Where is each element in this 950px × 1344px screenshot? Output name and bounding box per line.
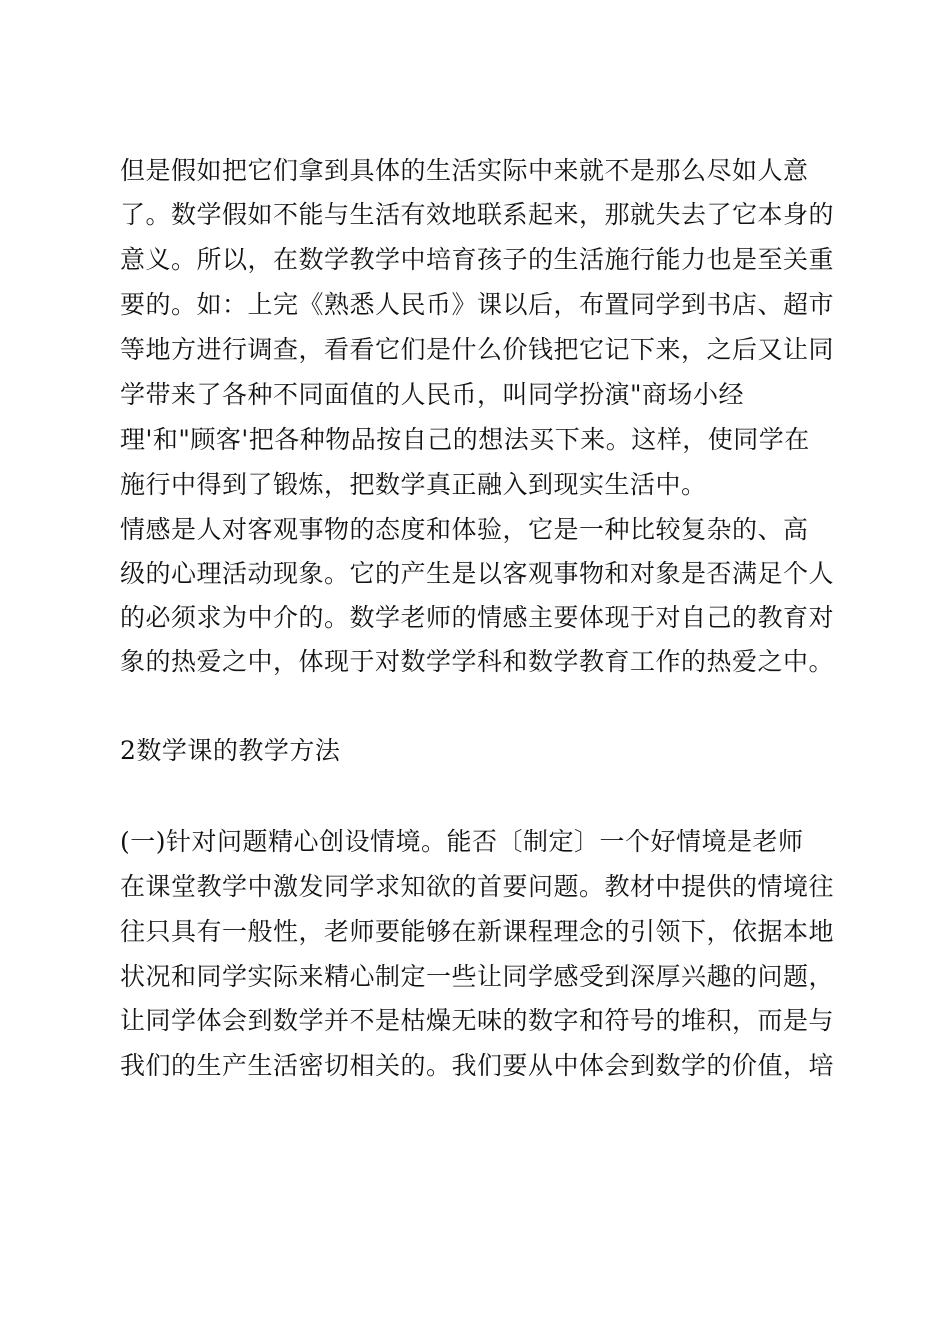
- text-line: 施行中得到了锻炼，把数学真正融入到现实生活中。: [120, 470, 707, 499]
- text-line: 级的心理活动现象。它的产生是以客观事物和对象是否满足个人: [120, 559, 835, 588]
- text-line: 的必须求为中介的。数学老师的情感主要体现于对自己的教育对: [120, 603, 835, 632]
- text-line: 让同学体会到数学并不是枯燥无味的数字和符号的堆积，而是与: [120, 1006, 835, 1035]
- text-line: 情感是人对客观事物的态度和体验，它是一种比较复杂的、高: [120, 515, 809, 544]
- text-line: 了。数学假如不能与生活有效地联系起来，那就失去了它本身的: [120, 200, 835, 229]
- text-line: 要的。如：上完《熟悉人民币》课以后，布置同学到书店、超市: [120, 290, 835, 319]
- text-line: 学带来了各种不同面值的人民币，叫同学扮演"商场小经: [120, 380, 745, 409]
- text-line: 往只具有一般性，老师要能够在新课程理念的引领下，依据本地: [120, 917, 835, 946]
- section-heading: 2数学课的教学方法: [120, 736, 341, 765]
- text-line: 意义。所以，在数学教学中培育孩子的生活施行能力也是至关重: [120, 245, 835, 274]
- text-line: 等地方进行调查，看看它们是什么价钱把它记下来，之后又让同: [120, 335, 835, 364]
- text-line: 我们的生产生活密切相关的。我们要从中体会到数学的价值，培: [120, 1051, 835, 1080]
- text-line: (一)针对问题精心创设情境。能否〔制定〕一个好情境是老师: [120, 827, 804, 856]
- text-line: 在课堂教学中激发同学求知欲的首要问题。教材中提供的情境往: [120, 872, 835, 901]
- text-line: 状况和同学实际来精心制定一些让同学感受到深厚兴趣的问题，: [120, 962, 835, 991]
- text-line: 理'和"顾客'把各种物品按自己的想法买下来。这样，使同学在: [120, 425, 810, 454]
- text-line: 象的热爱之中，体现于对数学学科和数学教育工作的热爱之中。: [120, 647, 835, 676]
- text-line: 但是假如把它们拿到具体的生活实际中来就不是那么尽如人意: [120, 156, 809, 185]
